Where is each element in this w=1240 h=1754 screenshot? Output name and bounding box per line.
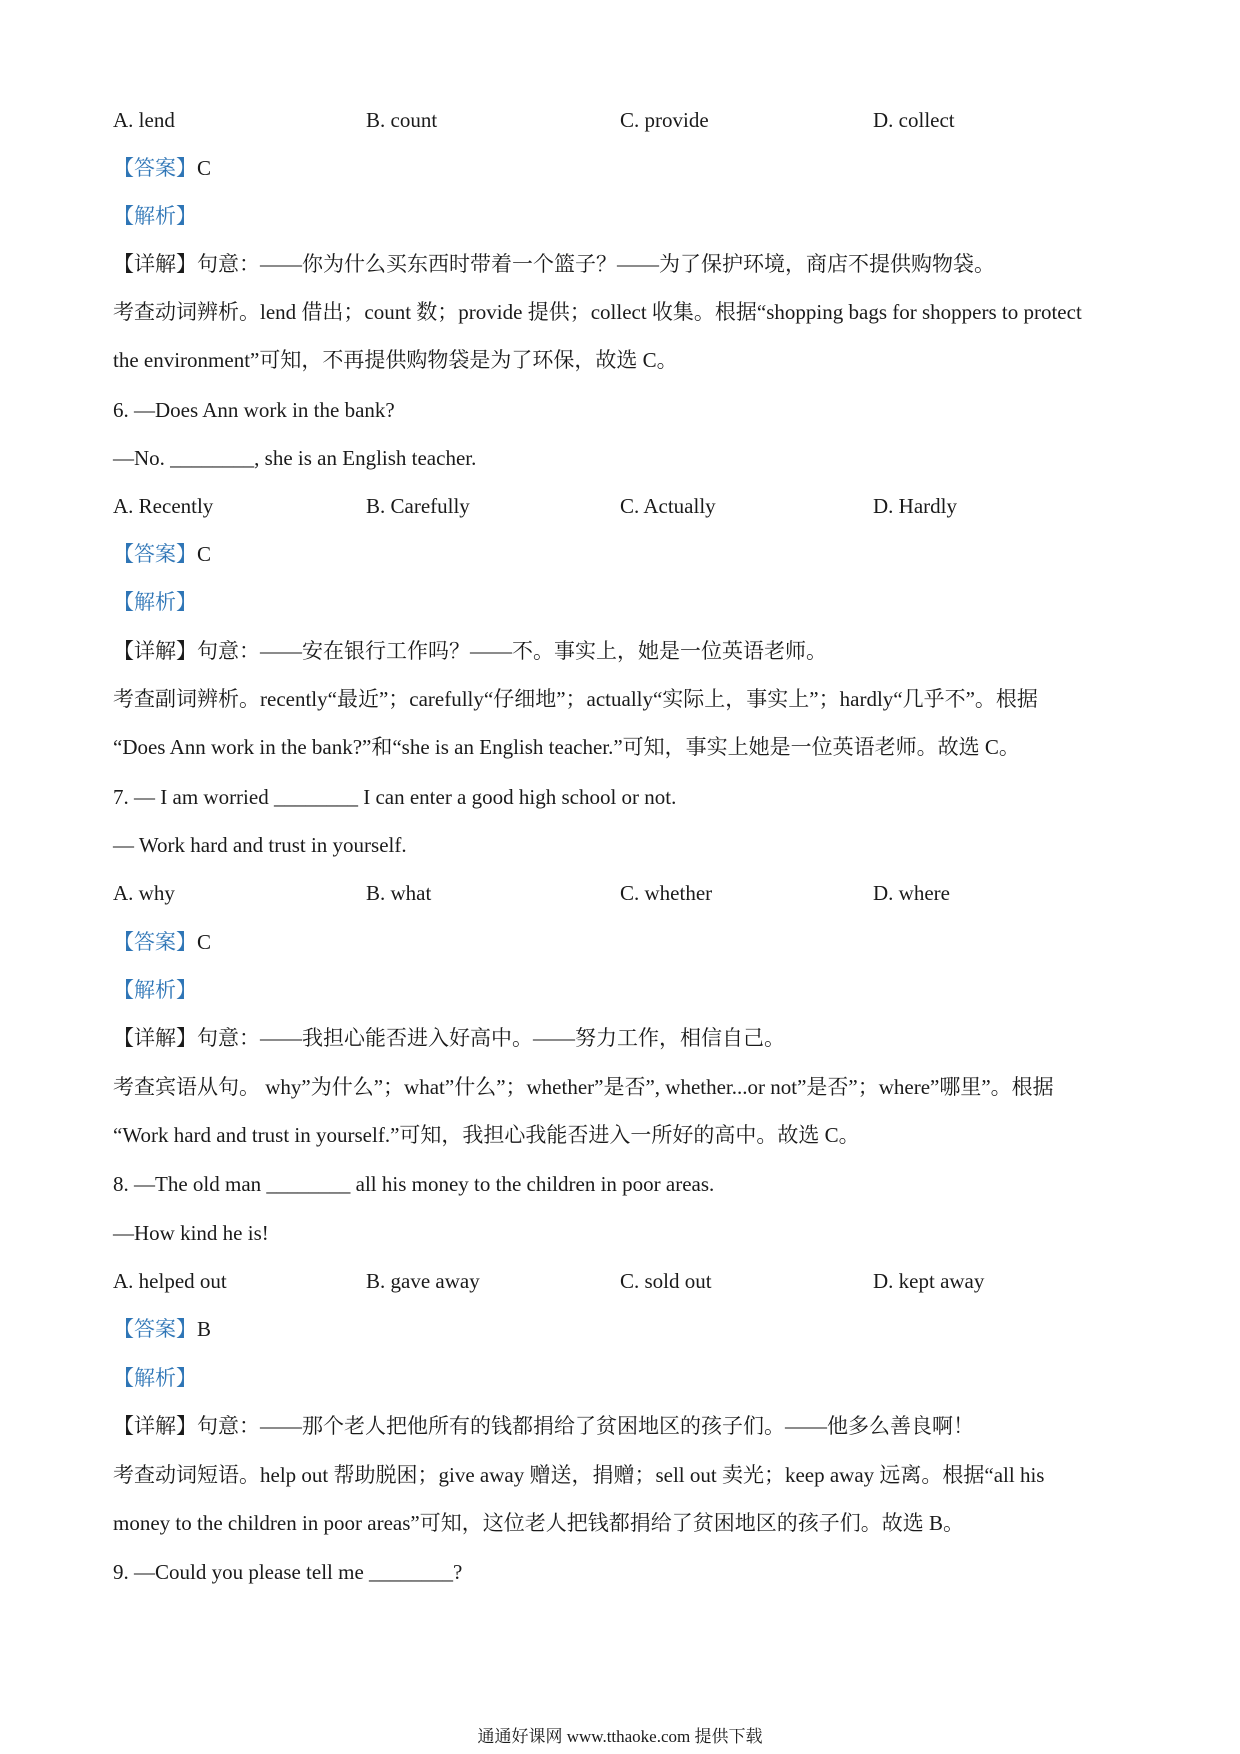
q7-option-a: A. why [113, 881, 175, 905]
detail-meaning: 句意：——安在银行工作吗？——不。事实上，她是一位英语老师。 [197, 639, 827, 663]
q7-option-c: C. whether [620, 881, 713, 905]
answer-value: C [197, 930, 212, 954]
q7-detail [113, 1024, 1133, 1052]
q8-option-c: C. sold out [620, 1269, 712, 1293]
answer-value: C [197, 542, 212, 566]
answer-value: C [197, 156, 212, 180]
q7-answer [113, 928, 1133, 956]
q6-answer [113, 540, 1133, 568]
q6-analysis-tag: 【解析】 [113, 590, 197, 614]
q6-option-c: C. Actually [620, 494, 716, 518]
q6-detail-line2: 考查副词辨析。recently“最近”；carefully“仔细地”；actually“实际上，事实上”；hardly“几乎不”。根据 [113, 687, 1038, 711]
q5-option-a: A. lend [113, 108, 175, 132]
q9-stem: 9. —Could you please tell me ________? [113, 1560, 463, 1584]
q8-answer [113, 1315, 1133, 1343]
q5-option-d: D. collect [873, 108, 955, 132]
q6-option-a: A. Recently [113, 494, 214, 518]
q7-option-d: D. where [873, 881, 950, 905]
answer-tag: 【答案】 [113, 930, 197, 954]
q5-analysis-tag: 【解析】 [113, 204, 197, 228]
detail-meaning: 句意：——你为什么买东西时带着一个篮子？——为了保护环境，商店不提供购物袋。 [197, 252, 995, 276]
q8-stem: 8. —The old man ________ all his money to the children in poor areas. [113, 1172, 715, 1196]
q5-options [113, 106, 1133, 134]
q8-option-d: D. kept away [873, 1269, 985, 1293]
q8-detail [113, 1412, 1133, 1440]
q7-stem: 7. — I am worried ________ I can enter a good high school or not. [113, 785, 677, 809]
q5-answer [113, 154, 1133, 182]
q5-detail-line2: 考查动词辨析。lend 借出；count 数；provide 提供；collect 收集。根据“shopping bags for shoppers to protect [113, 300, 1082, 324]
q6-option-b: B. Carefully [366, 494, 470, 518]
q8-option-a: A. helped out [113, 1269, 227, 1293]
detail-tag: 【详解】 [113, 639, 197, 663]
q8-detail-line2: 考查动词短语。help out 帮助脱困；give away 赠送，捐赠；sell out 卖光；keep away 远离。根据“all his [113, 1463, 1045, 1487]
q7-reply: — Work hard and trust in yourself. [113, 833, 407, 857]
answer-value: B [197, 1317, 212, 1341]
q6-reply: —No. ________, she is an English teacher. [113, 446, 477, 470]
answer-tag: 【答案】 [113, 1317, 197, 1341]
q7-analysis-tag: 【解析】 [113, 978, 197, 1002]
detail-tag: 【详解】 [113, 1026, 197, 1050]
q8-options [113, 1267, 1133, 1295]
q8-analysis-tag: 【解析】 [113, 1366, 197, 1390]
answer-tag: 【答案】 [113, 542, 197, 566]
detail-meaning: 句意：——那个老人把他所有的钱都捐给了贫困地区的孩子们。——他多么善良啊！ [197, 1414, 974, 1438]
q7-detail-line3: “Work hard and trust in yourself.”可知，我担心我能否进入一所好的高中。故选 C。 [113, 1123, 860, 1147]
detail-meaning: 句意：——我担心能否进入好高中。——努力工作，相信自己。 [197, 1026, 785, 1050]
q7-option-b: B. what [366, 881, 432, 905]
detail-tag: 【详解】 [113, 252, 197, 276]
detail-tag: 【详解】 [113, 1414, 197, 1438]
answer-tag: 【答案】 [113, 156, 197, 180]
q5-option-c: C. provide [620, 108, 709, 132]
q8-option-b: B. gave away [366, 1269, 480, 1293]
page-footer: 通通好课网 www.tthaoke.com 提供下载 [477, 1727, 763, 1746]
q7-options [113, 879, 1133, 907]
q6-options [113, 492, 1133, 520]
q6-detail-line3: “Does Ann work in the bank?”和“she is an English teacher.”可知，事实上她是一位英语老师。故选 C。 [113, 735, 1020, 759]
q6-detail [113, 637, 1133, 665]
q5-option-b: B. count [366, 108, 438, 132]
q5-detail-line3: the environment”可知，不再提供购物袋是为了环保，故选 C。 [113, 348, 678, 372]
q7-detail-line2: 考查宾语从句。 why”为什么”；what”什么”；whether”是否”, whether...or not”是否”；where”哪里”。根据 [113, 1075, 1054, 1099]
q6-stem: 6. —Does Ann work in the bank? [113, 398, 395, 422]
q8-reply: —How kind he is! [113, 1221, 269, 1245]
q8-detail-line3: money to the children in poor areas”可知，这位老人把钱都捐给了贫困地区的孩子们。故选 B。 [113, 1511, 964, 1535]
q6-option-d: D. Hardly [873, 494, 957, 518]
q5-detail [113, 250, 1133, 278]
